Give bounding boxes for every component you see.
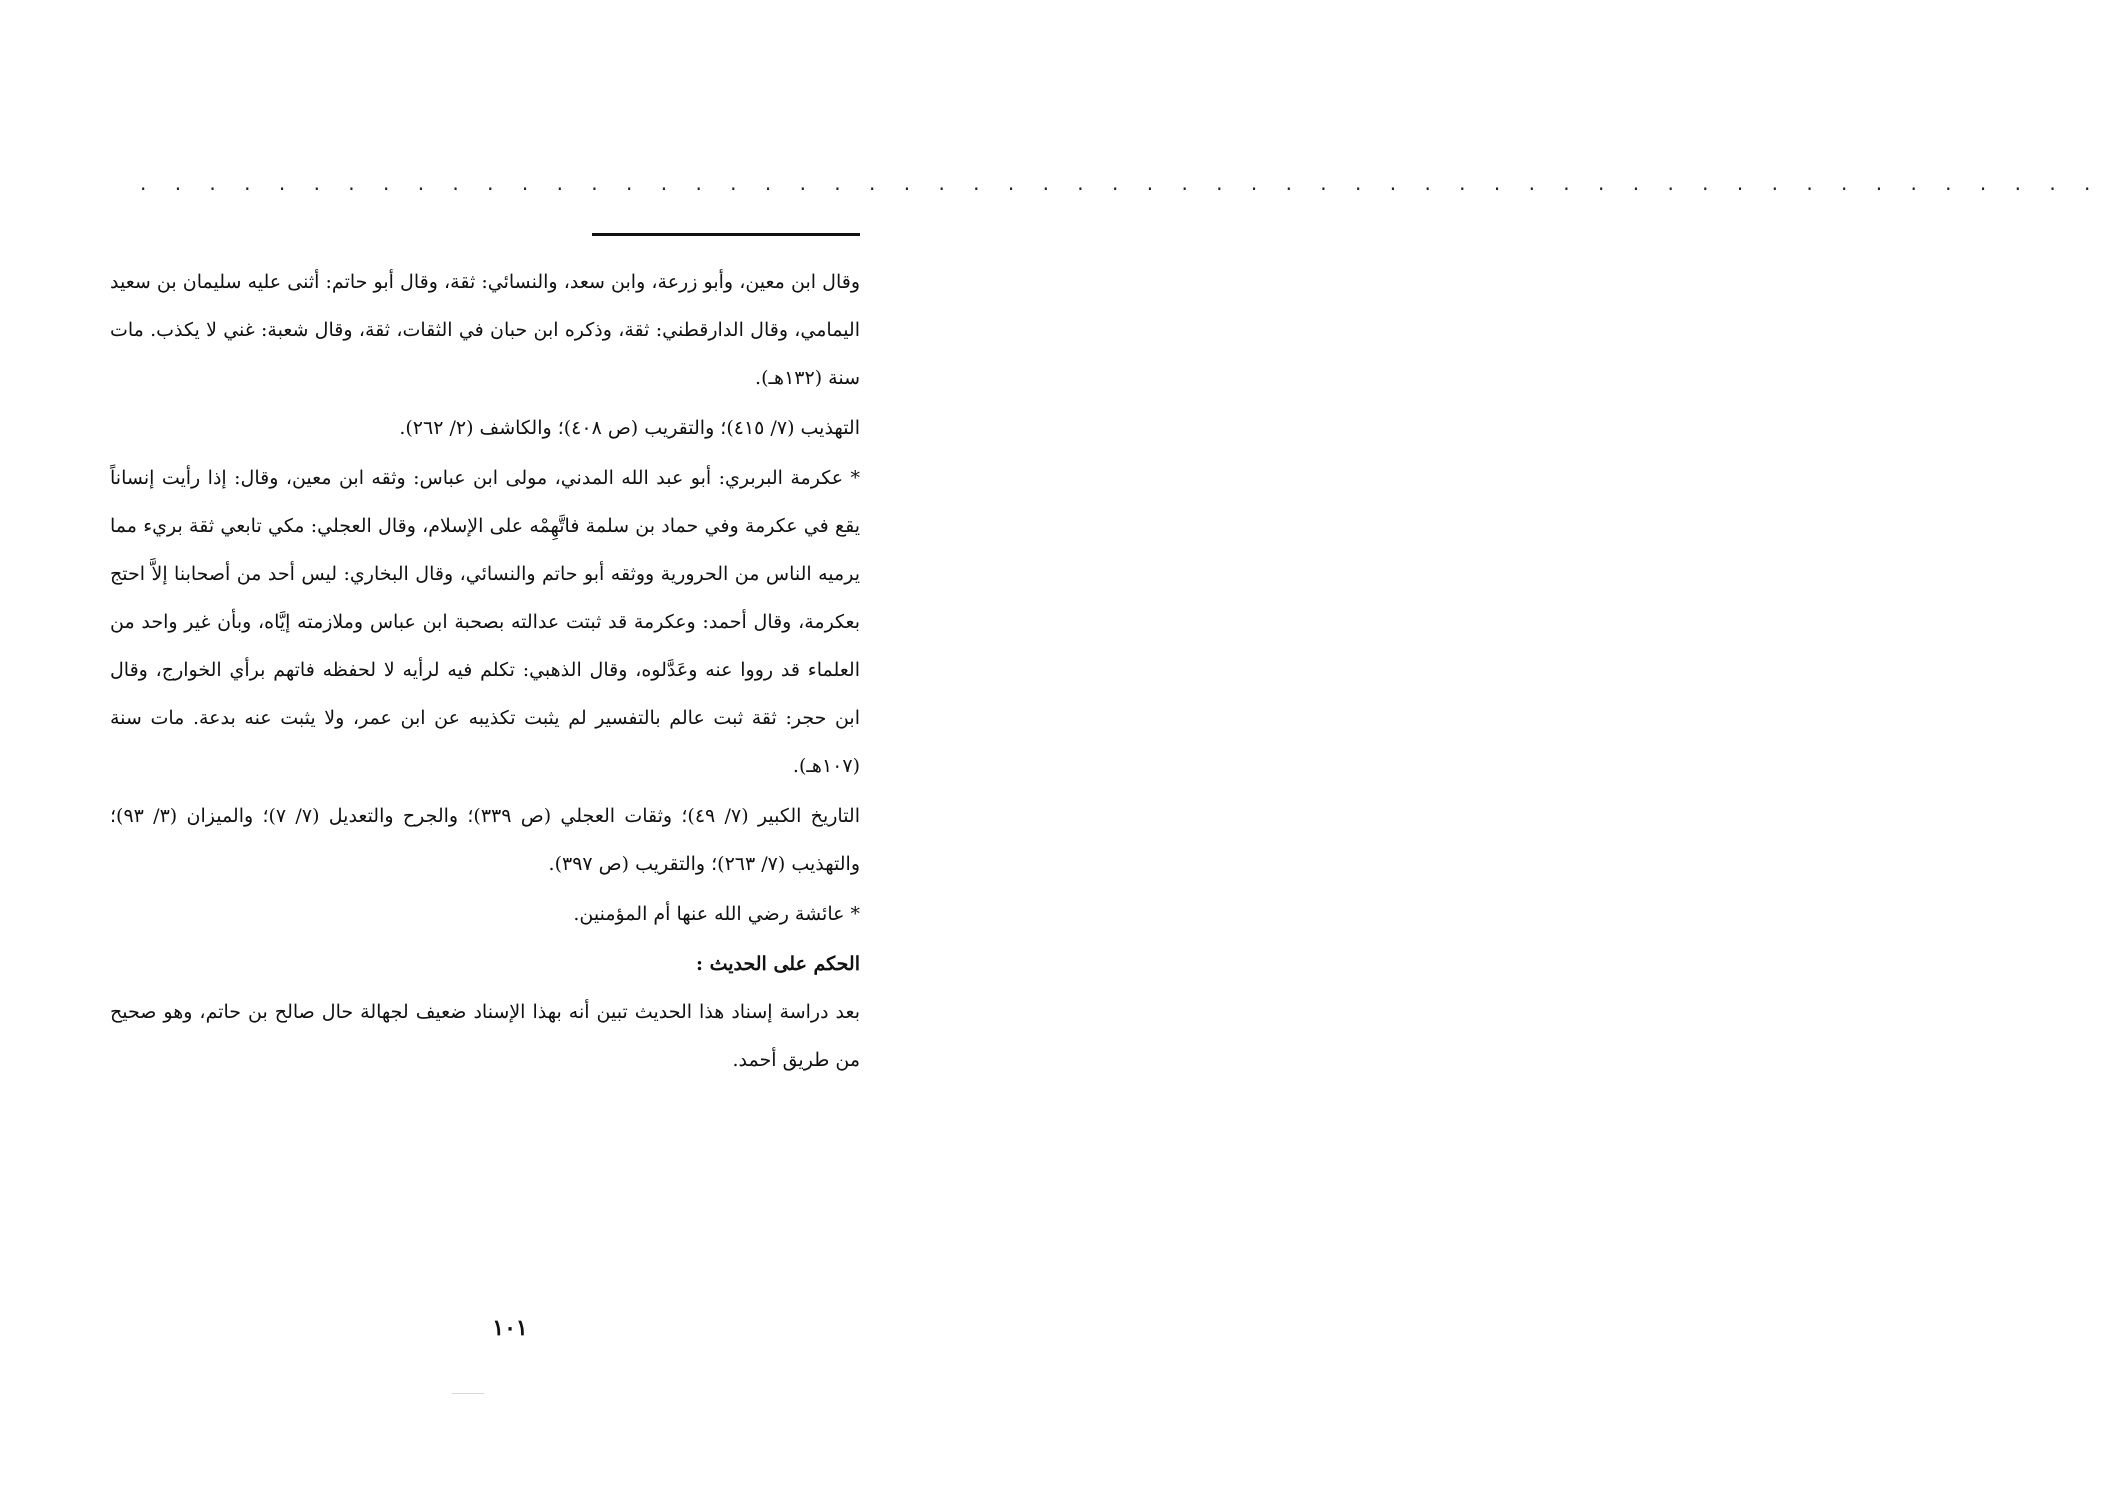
ruling-paragraph: بعد دراسة إسناد هذا الحديث تبين أنه بهذا الإسناد ضعيف لجهالة حال صالح بن حاتم، وهو صحيح من طريق أحمد. bbox=[110, 1001, 860, 1071]
footnote-rule bbox=[592, 233, 860, 236]
page-number: ١٠١ bbox=[492, 1315, 528, 1341]
narrator-paragraph-ikrima: * عكرمة البربري: أبو عبد الله المدني، مولى ابن عباس: وثقه ابن معين، وقال: إذا رأيت إنساناً يقع في عكرمة وفي حماد بن سلمة فاتَّهِمْه على الإسلام، وقال العجلي: مكي تابعي ثقة بريء مما يرميه الناس من الحرورية ووثقه أبو حاتم والنسائي، وقال البخاري: ليس أحد من أصحابنا إلاَّ احتج بعكرمة، وقال أحمد: وعكرمة قد ثبتت عدالته بصحبة ابن عباس وملازمته إيَّاه، وبأن غير واحد من العلماء قد رووا عنه وعَدَّلوه، وقال الذهبي: تكلم فيه لرأيه لا لحفظه فاتهم برأي الخوارج، وقال ابن حجر: ثقة ثبت عالم بالتفسير لم يثبت تكذيبه عن ابن عمر، ولا يثبت عنه بدعة. مات سنة (١٠٧هـ). bbox=[110, 467, 860, 777]
scan-mark bbox=[452, 1393, 484, 1394]
references-paragraph-2: التاريخ الكبير (٧/ ٤٩)؛ وثقات العجلي (ص ٣٣٩)؛ والجرح والتعديل (٧/ ٧)؛ والميزان (٣/ ٩٣)؛ والتهذيب (٧/ ٢٦٣)؛ والتقريب (ص ٣٩٧). bbox=[110, 805, 861, 875]
narrator-paragraph-aisha: * عائشة رضي الله عنها أم المؤمنين. bbox=[573, 903, 860, 925]
references-paragraph-1: التهذيب (٧/ ٤١٥)؛ والتقريب (ص ٤٠٨)؛ والكاشف (٢/ ٢٦٢). bbox=[399, 417, 860, 439]
narrator-paragraph-sulaiman: وقال ابن معين، وأبو زرعة، وابن سعد، والنسائي: ثقة، وقال أبو حاتم: أثنى عليه سليمان بن سعيد اليمامي، وقال الدارقطني: ثقة، وذكره ابن حبان في الثقات، ثقة، وقال شعبة: غني لا يكذب. مات سنة (١٣٢هـ). bbox=[110, 271, 860, 389]
dotted-separator: . . . . . . . . . . . . . . . . . . . . . . . . . . . . . . . . . . . . . . . . . . . . . . . . . . . . . . . . . bbox=[140, 171, 2101, 195]
page-body bbox=[110, 258, 860, 1086]
ruling-heading: الحكم على الحديث : bbox=[695, 953, 860, 975]
